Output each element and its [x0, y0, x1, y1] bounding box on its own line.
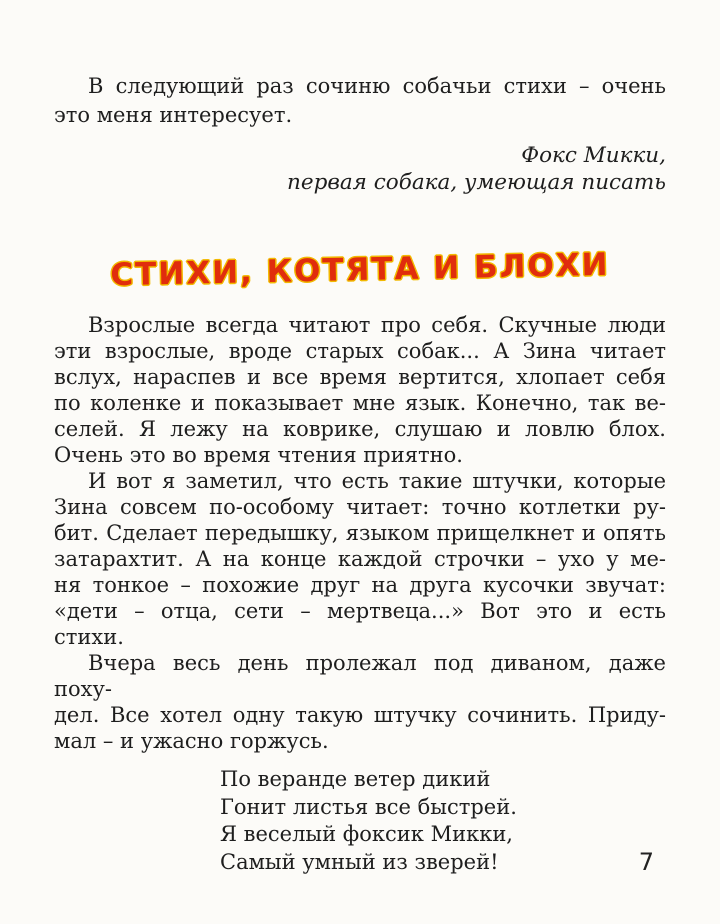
body-text	[54, 312, 666, 754]
chapter-title: СТИХИ, КОТЯТА И БЛОХИ	[110, 246, 610, 294]
page-content	[54, 0, 666, 876]
text-line: ня тонкое – похожие друг на друга кусочки звучат:	[54, 573, 666, 597]
poem	[54, 766, 666, 876]
text-line: И вот я заметил, что есть такие штучки, которые	[88, 469, 666, 493]
attribution-name: Фокс Микки,	[521, 143, 666, 168]
text-line: селей. Я лежу на коврике, слушаю и ловлю блох.	[54, 417, 666, 441]
text-line: Зина совсем по-особому читает: точно котлетки ру-	[54, 495, 666, 519]
poem-line: Самый умный из зверей!	[220, 849, 499, 874]
poem-line: Гонит листья все быстрей.	[220, 794, 517, 819]
text-line: по коленке и показывает мне язык. Конечно, так ве-	[54, 391, 666, 415]
poem-line: Я веселый фоксик Микки,	[220, 822, 513, 846]
text-line: Взрослые всегда читают про себя. Скучные люди	[88, 313, 666, 337]
paragraph	[54, 468, 666, 650]
text-line: стихи.	[54, 625, 124, 649]
paragraph	[54, 650, 666, 754]
text-line: бит. Сделает передышку, языком прищелкнет и опять	[54, 521, 666, 545]
text-line: дел. Все хотел одну такую штучку сочинить. Приду-	[54, 703, 666, 727]
attribution	[54, 142, 666, 196]
text-line: Очень это во время чтения приятно.	[54, 443, 463, 467]
text-line: В следующий раз сочиню собачьи стихи – очень	[88, 74, 666, 98]
text-line: «дети – отца, сети – мертвеца...» Вот это и есть	[54, 599, 666, 623]
text-line: затарахтит. А на конце каждой строчки – ухо у ме-	[54, 547, 666, 571]
paragraph	[54, 312, 666, 468]
attribution-subtitle: первая собака, умеющая писать	[287, 170, 666, 195]
text-line: мал – и ужасно горжусь.	[54, 729, 329, 753]
page-number: 7	[638, 848, 654, 876]
text-line: это меня интересует.	[54, 103, 293, 127]
intro-paragraph	[54, 72, 666, 130]
text-line: вслух, нараспев и все время вертится, хлопает себя	[54, 365, 666, 389]
poem-line: По веранде ветер дикий	[220, 767, 491, 791]
text-line: эти взрослые, вроде старых собак... А Зина читает	[54, 339, 666, 363]
text-line: Вчера весь день пролежал под диваном, даже поху-	[54, 651, 666, 701]
